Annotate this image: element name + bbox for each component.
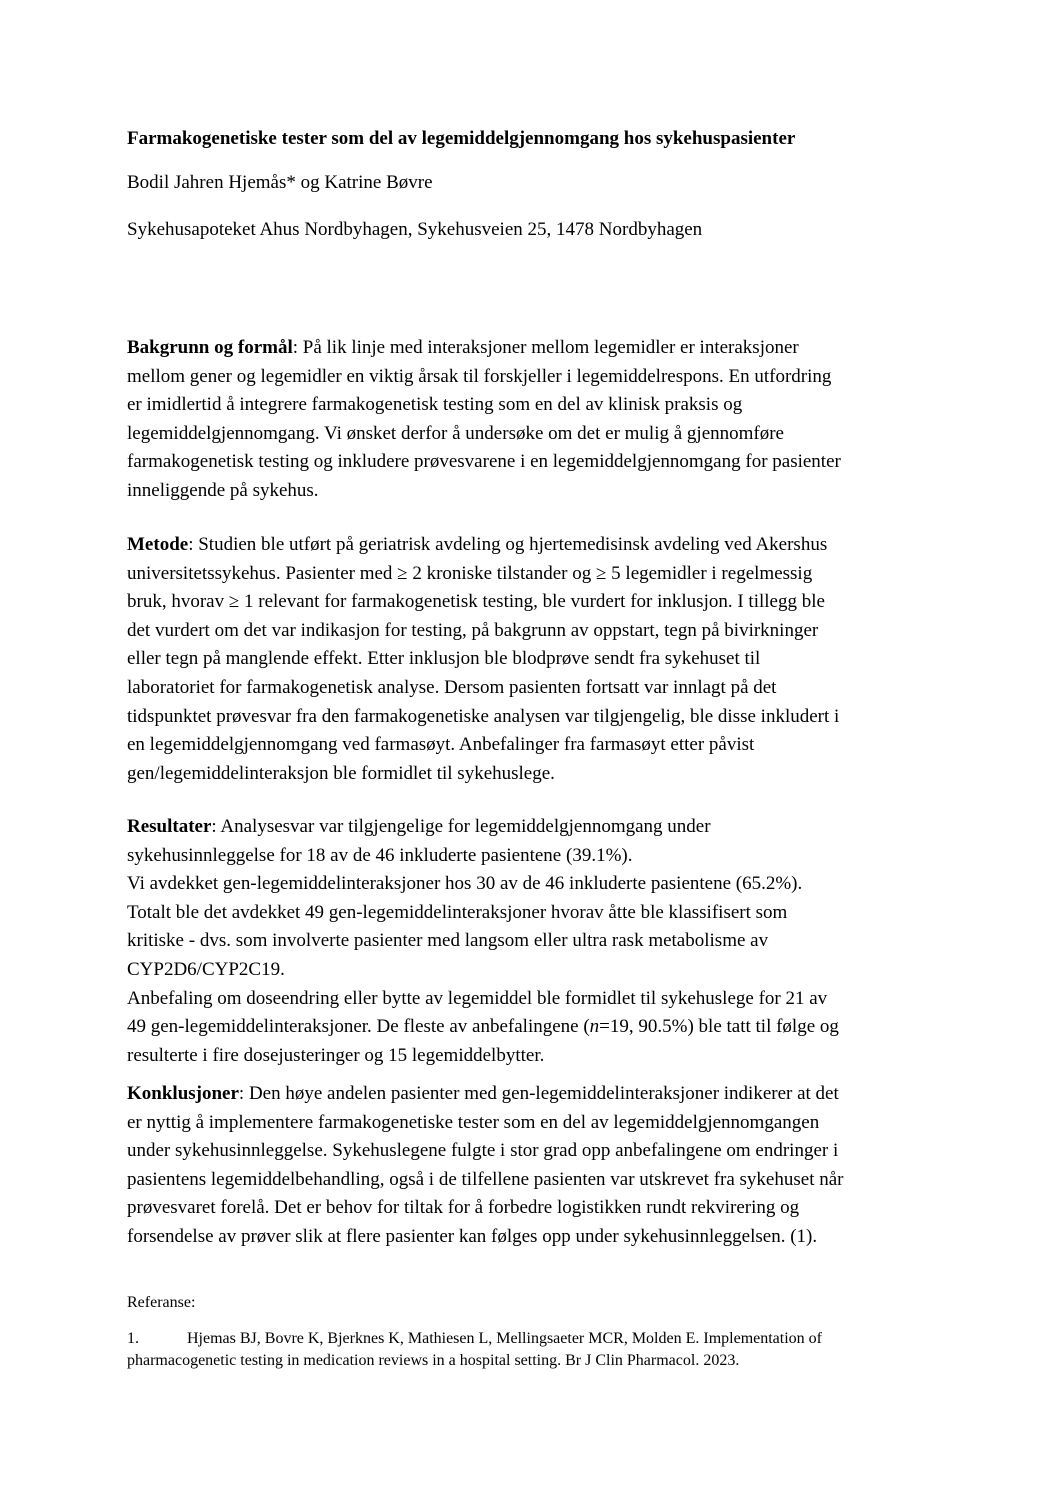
reference-item [127,1328,937,1372]
section-line: bruk, hvorav ≥ 1 relevant for farmakogenetisk testing, ble vurdert for inklusjon. I tillegg ble [127,591,825,613]
section-line: Anbefaling om doseendring eller bytte av legemiddel ble formidlet til sykehuslege for 21 av [127,987,828,1009]
section-heading: Bakgrunn og formål [127,337,293,358]
section-line: forsendelse av prøver slik at flere pasienter kan følges opp under sykehusinnleggelsen. (1). [127,1225,818,1247]
section-resultater [127,813,937,1070]
section-line: inneliggende på sykehus. [127,479,319,501]
section-line [127,1013,937,1042]
section-line [127,334,937,363]
references-heading: Referanse: [127,1294,196,1311]
section-line: en legemiddelgjennomgang ved farmasøyt. Anbefalinger fra farmasøyt etter påvist [127,734,755,756]
reference-line [127,1328,937,1350]
section-line: kritiske - dvs. som involverte pasienter med langsom eller ultra rask metabolisme av [127,930,769,952]
section-line: legemiddelgjennomgang. Vi ønsket derfor å undersøke om det er mulig å gjennomføre [127,422,784,444]
reference-line: pharmacogenetic testing in medication reviews in a hospital setting. Br J Clin Pharmacol. 2023. [127,1352,740,1369]
section-line: farmakogenetisk testing og inkludere prøvesvarene i en legemiddelgjennomgang for pasienter [127,451,841,473]
section-line: under sykehusinnleggelse. Sykehuslegene fulgte i stor grad opp anbefalingene om endringer i [127,1140,839,1162]
section-text: : På lik linje med interaksjoner mellom legemidler er interaksjoner [292,337,799,358]
section-metode [127,531,937,788]
authors: Bodil Jahren Hjemås* og Katrine Bøvre [127,172,433,193]
section-line: universitetssykehus. Pasienter med ≥ 2 kroniske tilstander og ≥ 5 legemidler i regelmessig [127,562,813,584]
section-line: er imidlertid å integrere farmakogenetisk testing som en del av klinisk praksis og [127,394,743,416]
document-title: Farmakogenetiske tester som del av legemiddelgjennomgang hos sykehuspasienter [127,128,796,149]
section-konklusjoner [127,1080,937,1252]
section-line: tidspunktet prøvesvar fra den farmakogenetiske analysen var tilgjengelig, ble disse inkludert i [127,705,840,727]
section-heading: Metode [127,534,189,555]
section-line: Vi avdekket gen-legemiddelinteraksjoner hos 30 av de 46 inkluderte pasientene (65.2%). [127,873,803,895]
section-line: CYP2D6/CYP2C19. [127,958,285,980]
italic-n: n [589,1016,600,1038]
section-line: Totalt ble det avdekket 49 gen-legemiddelinteraksjoner hvorav åtte ble klassifisert som [127,901,788,923]
section-text: : Studien ble utført på geriatrisk avdeling og hjertemedisinsk avdeling ved Akershus [188,534,828,555]
section-text: : Den høye andelen pasienter med gen-legemiddelinteraksjoner indikerer at det [238,1083,839,1104]
section-line: pasientens legemiddelbehandling, også i de tilfellene pasienten var utskrevet fra sykehuset når [127,1168,844,1190]
section-line: det vurdert om det var indikasjon for testing, på bakgrunn av oppstart, tegn på bivirkninger [127,619,819,641]
section-text: 49 gen-legemiddelinteraksjoner. De fleste av anbefalingene ( [127,1016,590,1038]
section-line: gen/legemiddelinteraksjon ble formidlet til sykehuslege. [127,762,555,784]
reference-number: 1. [127,1330,139,1347]
section-line: er nyttig å implementere farmakogenetiske tester som en del av legemiddelgjennomgangen [127,1111,820,1133]
section-line: prøvesvaret forelå. Det er behov for tiltak for å forbedre logistikken rundt rekvirering og [127,1197,800,1219]
section-bakgrunn [127,334,937,506]
section-text: =19, 90.5%) ble tatt til følge og [599,1016,839,1038]
section-text: : Analysesvar var tilgjengelige for legemiddelgjennomgang under [211,816,711,837]
section-line: sykehusinnleggelse for 18 av de 46 inkluderte pasientene (39.1%). [127,844,633,866]
affiliation: Sykehusapoteket Ahus Nordbyhagen, Sykehusveien 25, 1478 Nordbyhagen [127,219,703,240]
section-heading: Resultater [127,816,212,837]
section-line: resulterte i fire dosejusteringer og 15 legemiddelbytter. [127,1044,545,1066]
section-line [127,1080,937,1109]
section-line: mellom gener og legemidler en viktig årsak til forskjeller i legemiddelrespons. En utfordring [127,365,832,387]
section-line: laboratoriet for farmakogenetisk analyse. Dersom pasienten fortsatt var innlagt på det [127,676,777,698]
section-heading: Konklusjoner [127,1083,239,1104]
section-line [127,813,937,842]
section-line: eller tegn på manglende effekt. Etter inklusjon ble blodprøve sendt fra sykehuset til [127,648,761,670]
reference-text: Hjemas BJ, Bovre K, Bjerknes K, Mathiesen L, Mellingsaeter MCR, Molden E. Implementation of [187,1330,822,1347]
section-line [127,531,937,560]
